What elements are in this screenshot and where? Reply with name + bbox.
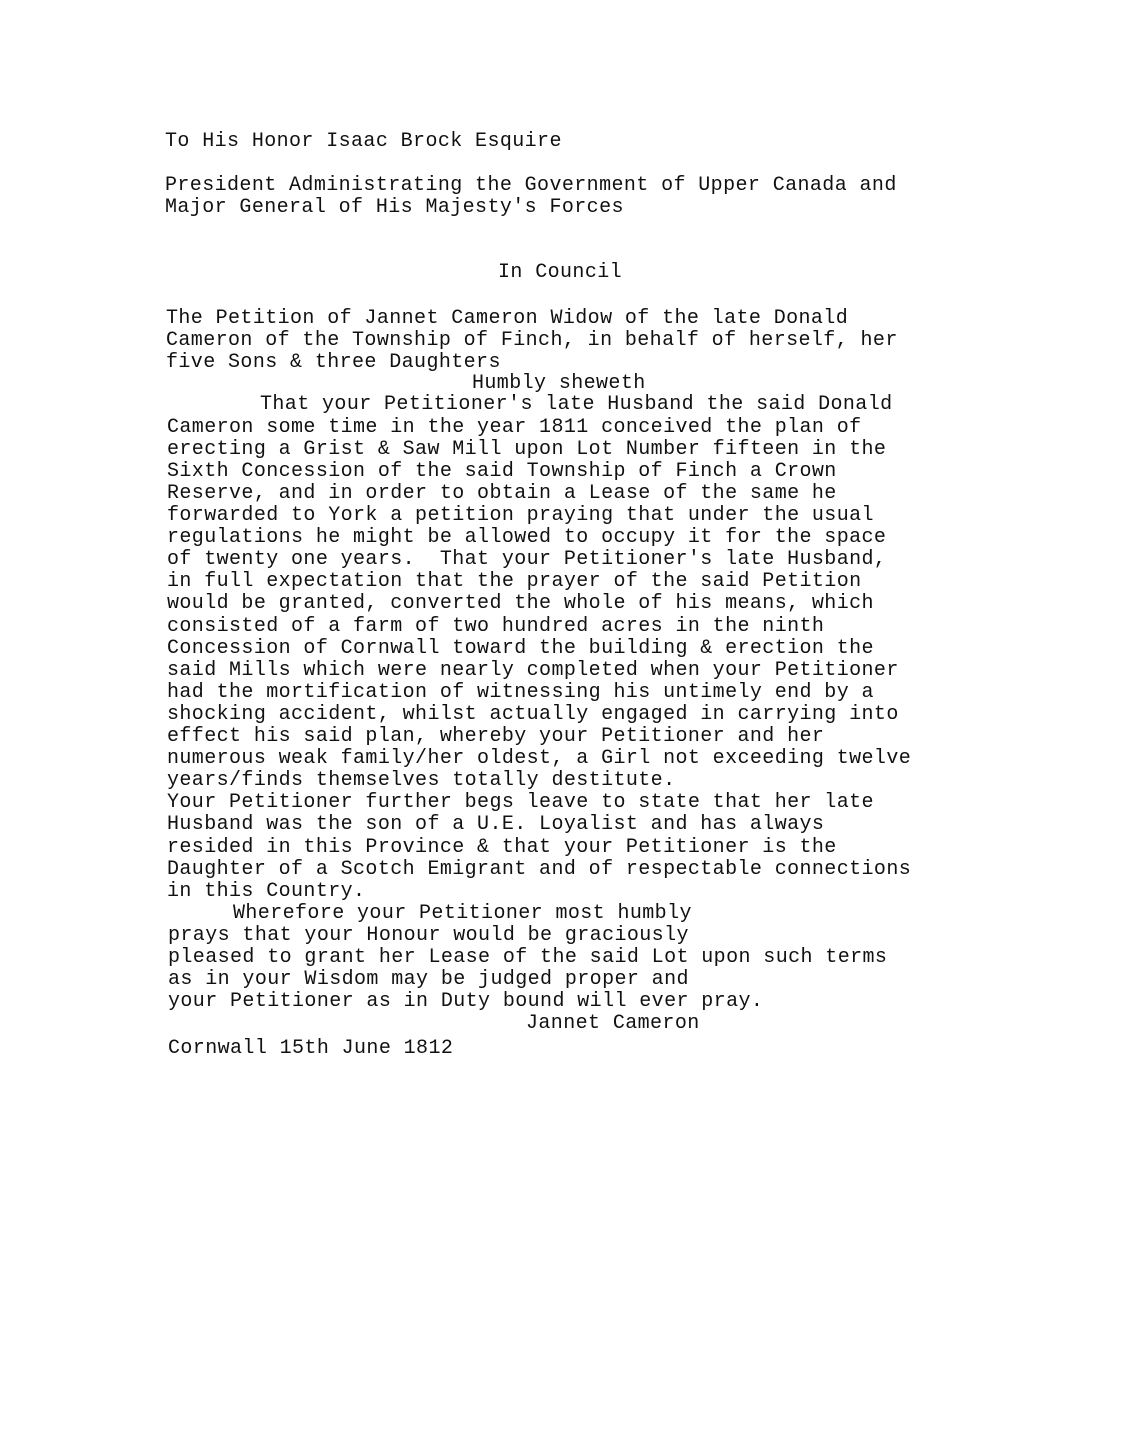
place-date: Cornwall 15th June 1812	[168, 1037, 454, 1060]
body-line: of twenty one years. That your Petitioner's late Husband,	[167, 548, 887, 571]
prayer-line: pleased to grant her Lease of the said Lot upon such terms	[168, 946, 888, 969]
body-line: Husband was the son of a U.E. Loyalist and has always	[167, 813, 825, 836]
body-line: shocking accident, whilst actually engaged in carrying into	[167, 703, 899, 726]
prayer-line: prays that your Honour would be graciously	[168, 924, 689, 947]
prayer-line: your Petitioner as in Duty bound will ever pray.	[168, 990, 764, 1013]
address-line: President Administrating the Government of Upper Canada and	[165, 174, 897, 197]
body-line: in full expectation that the prayer of the said Petition	[167, 570, 862, 593]
intro-line: Cameron of the Township of Finch, in behalf of herself, her	[166, 329, 898, 352]
body-line: in this Country.	[167, 880, 366, 903]
humbly-sheweth: Humbly sheweth	[472, 372, 646, 395]
body-line: resided in this Province & that your Petitioner is the	[167, 836, 837, 859]
body-line: Concession of Cornwall toward the building & erection the	[167, 637, 874, 660]
body-line: Reserve, and in order to obtain a Lease of the same he	[167, 482, 837, 505]
body-line: numerous weak family/her oldest, a Girl not exceeding twelve	[167, 747, 912, 770]
address-line: To His Honor Isaac Brock Esquire	[165, 130, 562, 153]
body-line: had the mortification of witnessing his untimely end by a	[167, 681, 874, 704]
body-line: Sixth Concession of the said Township of Finch a Crown	[167, 460, 837, 483]
prayer-line: as in your Wisdom may be judged proper and	[168, 968, 689, 991]
address-line: Major General of His Majesty's Forces	[165, 196, 624, 219]
body-line: would be granted, converted the whole of his means, which	[167, 592, 874, 615]
council-heading: In Council	[498, 261, 623, 284]
prayer-line: Wherefore your Petitioner most humbly	[233, 902, 692, 925]
body-line: erecting a Grist & Saw Mill upon Lot Number fifteen in the	[167, 438, 887, 461]
body-line: Cameron some time in the year 1811 conceived the plan of	[167, 416, 862, 439]
body-line: Your Petitioner further begs leave to state that her late	[167, 791, 874, 814]
intro-line: The Petition of Jannet Cameron Widow of the late Donald	[166, 307, 849, 330]
body-line: That your Petitioner's late Husband the said Donald	[260, 393, 893, 416]
intro-line: five Sons & three Daughters	[166, 351, 501, 374]
body-line: regulations he might be allowed to occupy it for the space	[167, 526, 887, 549]
body-line: years/finds themselves totally destitute.	[167, 769, 676, 792]
signature: Jannet Cameron	[526, 1012, 700, 1035]
body-line: Daughter of a Scotch Emigrant and of respectable connections	[167, 858, 912, 881]
body-line: forwarded to York a petition praying that under the usual	[167, 504, 874, 527]
body-line: said Mills which were nearly completed when your Petitioner	[167, 659, 899, 682]
body-line: effect his said plan, whereby your Petitioner and her	[167, 725, 825, 748]
body-line: consisted of a farm of two hundred acres in the ninth	[167, 615, 825, 638]
